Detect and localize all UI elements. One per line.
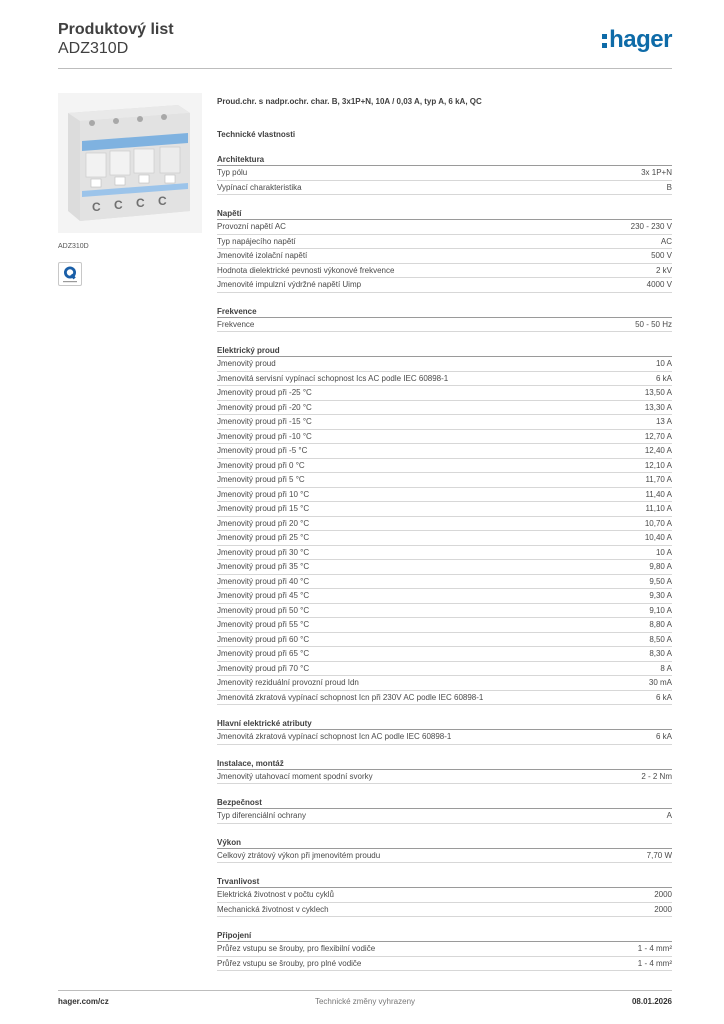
- spec-label: Celkový ztrátový výkon při jmenovitém proudu: [217, 850, 381, 860]
- spec-label: Typ diferenciální ochrany: [217, 811, 306, 820]
- spec-value: 13,30 A: [644, 402, 672, 412]
- section-title: Výkon: [217, 836, 672, 849]
- spec-row: [217, 730, 672, 745]
- spec-row: [217, 181, 672, 196]
- spec-value: 6 kA: [655, 692, 672, 702]
- spec-label: Průřez vstupu se šrouby, pro plné vodiče: [217, 958, 362, 968]
- spec-row: [217, 809, 672, 824]
- spec-value: 13,50 A: [644, 388, 672, 397]
- spec-value: 2000: [654, 890, 672, 899]
- spec-label: Průřez vstupu se šrouby, pro flexibilní vodiče: [217, 944, 376, 953]
- technical-properties-heading: Technické vlastnosti: [217, 130, 296, 139]
- footer-divider: [58, 990, 672, 991]
- spec-label: Jmenovitý proud při -15 °C: [217, 417, 312, 426]
- spec-row: [217, 488, 672, 503]
- spec-row: [217, 849, 672, 864]
- spec-row: [217, 444, 672, 459]
- spec-row: [217, 531, 672, 546]
- spec-row: [217, 633, 672, 648]
- spec-row: [217, 235, 672, 250]
- spec-value: 8,50 A: [649, 634, 672, 644]
- logo-text: hager: [609, 26, 672, 53]
- spec-row: [217, 903, 672, 918]
- spec-row: [217, 401, 672, 416]
- logo-colon-icon: [602, 34, 607, 48]
- spec-label: Jmenovité izolační napětí: [217, 251, 308, 260]
- spec-sections: [217, 153, 672, 971]
- spec-row: [217, 318, 672, 333]
- header-divider: [58, 68, 672, 69]
- spec-row: [217, 604, 672, 619]
- spec-row: [217, 517, 672, 532]
- spec-value: 30 mA: [648, 678, 672, 687]
- spec-label: Jmenovitý proud při -25 °C: [217, 388, 312, 397]
- spec-label: Jmenovitý proud při -5 °C: [217, 446, 308, 455]
- spec-section: [217, 305, 672, 333]
- spec-label: Frekvence: [217, 319, 255, 329]
- spec-row: [217, 264, 672, 279]
- spec-value: 4000 V: [646, 280, 672, 289]
- spec-row: [217, 546, 672, 561]
- spec-value: 2 kV: [655, 265, 672, 275]
- spec-label: Jmenovitá zkratová vypínací schopnost Icn při 230V AC podle IEC 60898-1: [217, 692, 484, 702]
- spec-label: Jmenovitý utahovací moment spodní svorky: [217, 771, 373, 781]
- spec-label: Jmenovitá zkratová vypínací schopnost Icn AC podle IEC 60898-1: [217, 732, 452, 741]
- rcbo-device-icon: [58, 93, 202, 233]
- spec-label: Jmenovitý proud při -10 °C: [217, 431, 312, 441]
- spec-label: Jmenovitý proud při 15 °C: [217, 504, 310, 513]
- spec-value: A: [666, 811, 672, 820]
- specifications: [217, 95, 672, 971]
- spec-label: Jmenovitý proud při 65 °C: [217, 649, 310, 658]
- section-title: Frekvence: [217, 305, 672, 318]
- spec-value: 9,50 A: [649, 576, 672, 586]
- spec-label: Mechanická životnost v cyklech: [217, 904, 329, 914]
- spec-label: Jmenovitý proud při 40 °C: [217, 576, 310, 586]
- spec-value: 11,10 A: [645, 504, 672, 513]
- spec-section: [217, 344, 672, 705]
- spec-label: Jmenovitý proud při 55 °C: [217, 620, 310, 629]
- spec-value: 3x 1P+N: [641, 168, 672, 177]
- spec-row: [217, 357, 672, 372]
- spec-label: Vypínací charakteristika: [217, 182, 302, 192]
- svg-text:C: C: [114, 198, 123, 212]
- spec-row: [217, 386, 672, 401]
- section-title: Napětí: [217, 207, 672, 220]
- spec-label: Jmenovitý proud při 50 °C: [217, 605, 310, 615]
- spec-row: [217, 166, 672, 181]
- spec-value: AC: [660, 236, 672, 246]
- product-image: [58, 93, 202, 233]
- svg-text:C: C: [92, 200, 101, 214]
- spec-value: 230 - 230 V: [630, 222, 672, 231]
- spec-label: Jmenovitý reziduální provozní proud Idn: [217, 678, 359, 687]
- spec-row: [217, 249, 672, 264]
- spec-value: 9,30 A: [649, 591, 672, 600]
- spec-row: [217, 430, 672, 445]
- spec-row: [217, 957, 672, 972]
- spec-value: 1 - 4 mm²: [637, 958, 672, 968]
- spec-row: [217, 676, 672, 691]
- spec-label: Jmenovitá servisní vypínací schopnost Ics AC podle IEC 60898-1: [217, 373, 449, 383]
- spec-value: 10 A: [655, 359, 672, 368]
- spec-label: Jmenovitý proud při 25 °C: [217, 533, 310, 542]
- spec-value: 11,40 A: [645, 489, 672, 499]
- svg-text:C: C: [158, 194, 167, 208]
- spec-section: [217, 717, 672, 745]
- spec-label: Jmenovité impulzní výdržné napětí Uimp: [217, 280, 362, 289]
- spec-value: 10,40 A: [644, 533, 672, 542]
- spec-row: [217, 278, 672, 293]
- spec-value: 1 - 4 mm²: [637, 944, 672, 953]
- spec-value: 2 - 2 Nm: [641, 771, 672, 781]
- spec-value: 6 kA: [655, 732, 672, 741]
- spec-value: 12,10 A: [644, 460, 672, 470]
- spec-section: [217, 153, 672, 195]
- spec-label: Jmenovitý proud při 5 °C: [217, 475, 305, 484]
- spec-label: Elektrická životnost v počtu cyklů: [217, 890, 334, 899]
- spec-value: 7,70 W: [646, 850, 672, 860]
- spec-row: [217, 473, 672, 488]
- spec-value: 11,70 A: [645, 475, 672, 484]
- section-title: Architektura: [217, 153, 672, 166]
- spec-row: [217, 220, 672, 235]
- spec-value: 500 V: [651, 251, 672, 260]
- page-header: [58, 20, 672, 68]
- spec-label: Jmenovitý proud při 35 °C: [217, 562, 310, 571]
- spec-label: Typ pólu: [217, 168, 248, 177]
- spec-value: 8,80 A: [649, 620, 672, 629]
- spec-value: 9,10 A: [649, 605, 672, 615]
- product-code: ADZ310D: [58, 40, 129, 57]
- footer-website-link[interactable]: hager.com/cz: [58, 997, 109, 1006]
- spec-label: Jmenovitý proud při 10 °C: [217, 489, 310, 499]
- spec-label: Jmenovitý proud při 60 °C: [217, 634, 310, 644]
- hager-logo[interactable]: [602, 26, 672, 54]
- section-title: Instalace, montáž: [217, 757, 672, 770]
- spec-label: Jmenovitý proud při 30 °C: [217, 547, 310, 557]
- page-footer: [58, 997, 672, 1009]
- spec-label: Jmenovitý proud při 70 °C: [217, 663, 310, 673]
- spec-row: [217, 502, 672, 517]
- document-title: Produktový list: [58, 21, 174, 38]
- spec-label: Jmenovitý proud při 20 °C: [217, 518, 310, 528]
- spec-label: Provozní napětí AC: [217, 222, 286, 231]
- product-description: Proud.chr. s nadpr.ochr. char. B, 3x1P+N, 10A / 0,03 A, typ A, 6 kA, QC: [217, 97, 482, 106]
- section-title: Hlavní elektrické atributy: [217, 717, 672, 730]
- product-image-caption: ADZ310D: [58, 243, 89, 250]
- spec-section: [217, 875, 672, 917]
- spec-row: [217, 415, 672, 430]
- spec-value: 2000: [654, 904, 672, 914]
- spec-value: 50 - 50 Hz: [635, 319, 672, 329]
- section-title: Připojení: [217, 929, 672, 942]
- spec-label: Hodnota dielektrické pevnosti výkonové frekvence: [217, 265, 395, 275]
- spec-section: [217, 836, 672, 864]
- spec-row: [217, 372, 672, 387]
- spec-value: 12,40 A: [644, 446, 672, 455]
- spec-section: [217, 929, 672, 971]
- spec-value: B: [666, 182, 672, 192]
- spec-row: [217, 888, 672, 903]
- spec-label: Jmenovitý proud při 0 °C: [217, 460, 305, 470]
- spec-row: [217, 942, 672, 957]
- spec-value: 12,70 A: [644, 431, 672, 441]
- spec-row: [217, 691, 672, 706]
- spec-label: Jmenovitý proud při 45 °C: [217, 591, 310, 600]
- spec-value: 9,80 A: [649, 562, 672, 571]
- spec-label: Jmenovitý proud: [217, 359, 276, 368]
- spec-row: [217, 770, 672, 785]
- spec-value: 8 A: [660, 663, 672, 673]
- product-panel: [58, 93, 202, 286]
- spec-row: [217, 560, 672, 575]
- spec-value: 6 kA: [655, 373, 672, 383]
- spec-label: Jmenovitý proud při -20 °C: [217, 402, 312, 412]
- spec-section: [217, 796, 672, 824]
- spec-section: [217, 207, 672, 293]
- quality-certification-icon: [58, 262, 82, 286]
- spec-label: Typ napájecího napětí: [217, 236, 296, 246]
- section-title: Bezpečnost: [217, 796, 672, 809]
- spec-row: [217, 662, 672, 677]
- spec-row: [217, 647, 672, 662]
- spec-value: 10 A: [655, 547, 672, 557]
- footer-date: 08.01.2026: [631, 997, 672, 1006]
- spec-section: [217, 757, 672, 785]
- spec-value: 8,30 A: [649, 649, 672, 658]
- footer-disclaimer: Technické změny vyhrazeny: [314, 997, 416, 1006]
- spec-row: [217, 589, 672, 604]
- section-title: Elektrický proud: [217, 344, 672, 357]
- svg-text:C: C: [136, 196, 145, 210]
- spec-row: [217, 618, 672, 633]
- section-title: Trvanlivost: [217, 875, 672, 888]
- spec-row: [217, 459, 672, 474]
- spec-value: 10,70 A: [644, 518, 672, 528]
- spec-row: [217, 575, 672, 590]
- spec-value: 13 A: [655, 417, 672, 426]
